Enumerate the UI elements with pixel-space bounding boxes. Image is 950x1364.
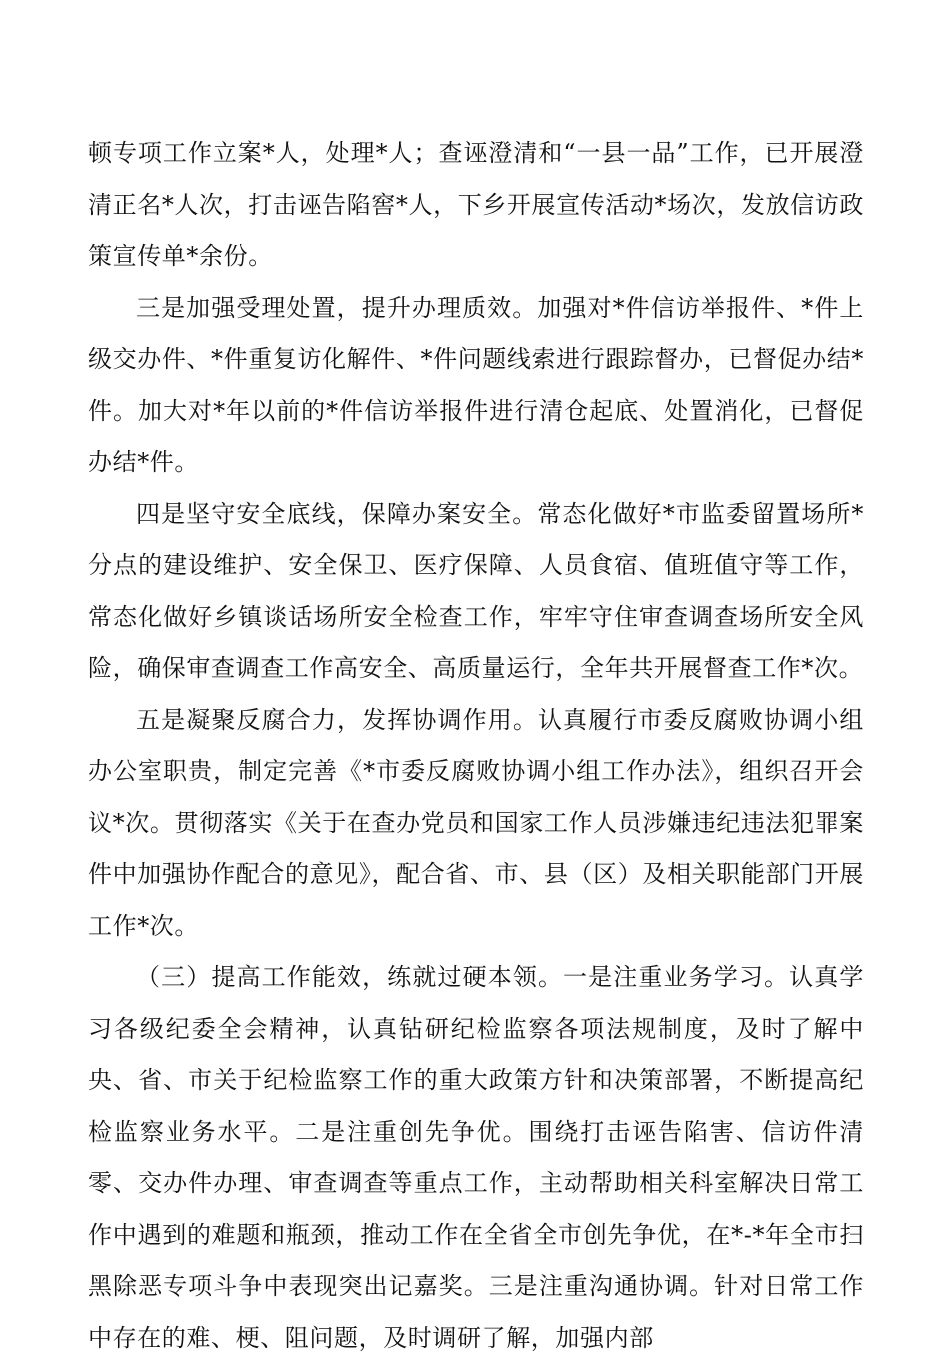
paragraph-work-efficiency: （三）提高工作能效，练就过硬本领。一是注重业务学习。认真学习各级纪委全会精神，认真钻研纪检监察各项法规制度，及时了解中央、省、市关于纪检监察工作的重大政策方针和决策部署，不断提高纪检监察业务水平。二是注重创先争优。围绕打击诬告陷害、信访件清零、交办件办理、审查调查等重点工作，主动帮助相关科室解决日常工作中遇到的难题和瓶颈，推动工作在全省全市创先争优，在*-*年全市扫黑除恶专项斗争中表现突出记嘉奖。三是注重沟通协调。针对日常工作中存在的难、梗、阻问题，及时调研了解，加强内部 <box>88 963 864 1352</box>
paragraph-safety-bottom-line: 四是坚守安全底线，保障办案安全。常态化做好*市监委留置场所*分点的建设维护、安全保卫、医疗保障、人员食宿、值班值守等工作，常态化做好乡镇谈话场所安全检查工作，牢牢守住审查调查场所安全风险，确保审查调查工作高安全、高质量运行，全年共开展督查工作*次。 <box>88 499 864 682</box>
paragraph-anti-corruption-coordination: 五是凝聚反腐合力，发挥协调作用。认真履行市委反腐败协调小组办公室职贵，制定完善《*市委反腐败协调小组工作办法》，组织召开会议*次。贯彻落实《关于在查办党员和国家工作人员涉嫌违纪违法犯罪案件中加强协作配合的意见》，配合省、市、县（区）及相关职能部门开展工作*次。 <box>88 705 864 940</box>
document-body <box>88 128 864 1364</box>
paragraph-acceptance-handling: 三是加强受理处置，提升办理质效。加强对*件信访举报件、*件上级交办件、*件重复访化解件、*件问题线索进行跟踪督办，已督促办结*件。加大对*年以前的*件信访举报件进行清仓起底、处置消化，已督促办结*件。 <box>88 293 864 476</box>
paragraph-continued: 顿专项工作立案*人，处理*人；查诬澄清和“一县一品”工作，已开展澄清正名*人次，打击诬告陷窖*人，下乡开展宣传活动*场次，发放信访政策宣传单*余份。 <box>88 139 864 270</box>
